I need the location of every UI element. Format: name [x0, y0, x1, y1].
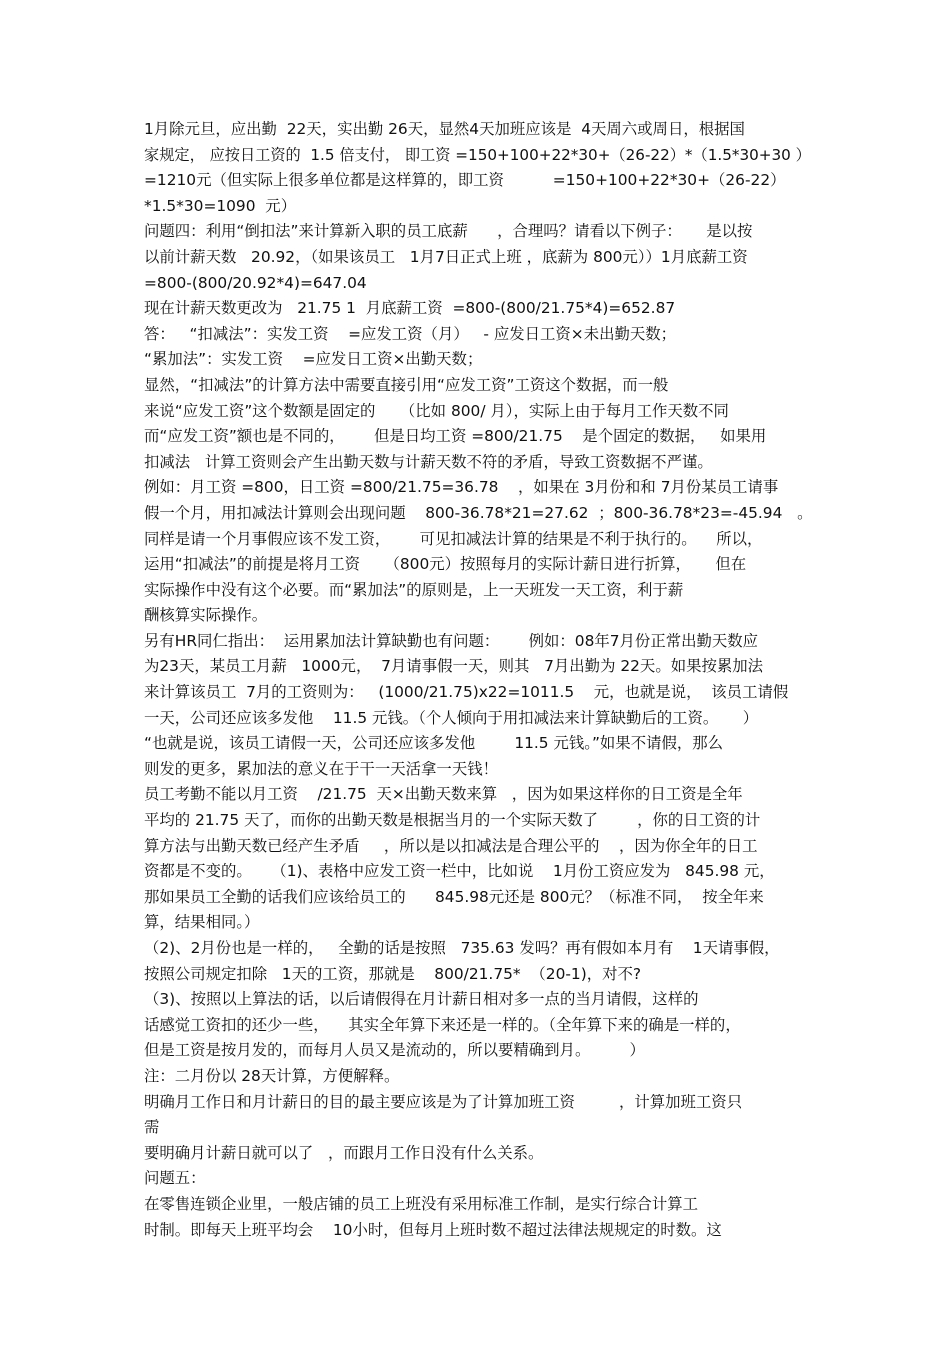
text-line: 一天，公司还应该多发他 11.5 元钱。（个人倾向于用扣减法来计算缺勤后的工资。 ） — [144, 708, 759, 727]
text-line: 平均的 21.75 天了，而你的出勤天数是根据当月的一个实际天数了 ，你的日工资的计 — [144, 811, 761, 830]
text-line: 以前计薪天数 20.92，（如果该员工 1月7日正式上班 ，底薪为 800元））1月底薪工资 — [144, 247, 748, 266]
text-line: 实际操作中没有这个必要。而“累加法”的原则是，上一天班发一天工资，利于薪 — [144, 580, 684, 599]
text-line: 员工考勤不能以月工资 /21.75 天×出勤天数来算 ，因为如果这样你的日工资是全年 — [144, 785, 743, 804]
text-line: 明确月工作日和月计薪日的目的最主要应该是为了计算加班工资 ，计算加班工资只 — [144, 1092, 743, 1111]
text-line: 在零售连锁企业里，一般店铺的员工上班没有采用标准工作制，是实行综合计算工 — [144, 1194, 699, 1213]
text-line: 注：二月份以 28天计算，方便解释。 — [144, 1066, 400, 1085]
text-line: 答： “扣减法”：实发工资 =应发工资（月） - 应发日工资×未出勤天数； — [144, 324, 677, 343]
text-line: “累加法”：实发工资 =应发日工资×出勤天数； — [144, 350, 483, 369]
text-line: 运用“扣减法”的前提是将月工资 （800元）按照每月的实际计薪日进行折算， 但在 — [144, 555, 747, 574]
text-line: =800-(800/20.92*4)=647.04 — [144, 273, 367, 292]
text-line: 话感觉工资扣的还少一些， 其实全年算下来还是一样的。（全年算下来的确是一样的， — [144, 1015, 741, 1034]
text-line: 要明确月计薪日就可以了 ，而跟月工作日没有什么关系。 — [144, 1143, 544, 1162]
text-line: 需 — [144, 1118, 160, 1137]
text-line: 假一个月，用扣减法计算则会出现问题 800-36.78*21=27.62 ；800-36.78*23=-45.94 。 — [144, 503, 813, 522]
text-line: 显然，“扣减法”的计算方法中需要直接引用“应发工资”工资这个数据，而一般 — [144, 375, 669, 394]
text-line: 现在计薪天数更改为 21.75 1 月底薪工资 =800-(800/21.75*4)=652.87 — [144, 299, 676, 318]
text-line: 而“应发工资”额也是不同的， 但是日均工资 =800/21.75 是个固定的数据， 如果用 — [144, 427, 767, 446]
text-line: 算方法与出勤天数已经产生矛盾 ，所以是以扣减法是合理公平的 ，因为你全年的日工 — [144, 836, 758, 855]
document-body — [144, 117, 816, 1243]
text-line: 资都是不变的。 （1)、表格中应发工资一栏中，比如说 1月份工资应发为 845.98 元， — [144, 862, 775, 881]
text-line: 酬核算实际操作。 — [144, 606, 268, 625]
text-line: 但是工资是按月发的，而每月人员又是流动的，所以要精确到月。 ） — [144, 1041, 645, 1060]
text-line: =1210元（但实际上很多单位都是这样算的，即工资 =150+100+22*30+（26-22） — [144, 171, 786, 190]
text-line: 家规定， 应按日工资的 1.5 倍支付， 即工资 =150+100+22*30+（26-22）*（1.5*30+30 ） — [144, 145, 811, 164]
text-line: 时制。即每天上班平均会 10小时，但每月上班时数不超过法律法规规定的时数。这 — [144, 1220, 722, 1239]
text-line: 那如果员工全勤的话我们应该给员工的 845.98元还是 800元？（标准不同， 按全年来 — [144, 887, 764, 906]
text-line: 问题四：利用“倒扣法”来计算新入职的员工底薪 ，合理吗？请看以下例子： 是以按 — [144, 222, 753, 241]
text-line: （3)、按照以上算法的话，以后请假得在月计薪日相对多一点的当月请假，这样的 — [144, 990, 699, 1009]
text-line: “也就是说，该员工请假一天，公司还应该多发他 11.5 元钱。”如果不请假，那么 — [144, 734, 724, 753]
text-line: （2)、2月份也是一样的， 全勤的话是按照 735.63 发吗？再有假如本月有 1天请事假， — [144, 939, 780, 957]
text-line: 算，结果相同。） — [144, 913, 260, 932]
text-line: 为23天，某员工月薪 1000元， 7月请事假一天，则其 7月出勤为 22天。如果按累加法 — [144, 657, 764, 676]
text-line: 按照公司规定扣除 1天的工资，那就是 800/21.75* （20-1)，对不? — [144, 964, 642, 983]
text-line: 来说“应发工资”这个数额是固定的 （比如 800/ 月），实际上由于每月工作天数不同 — [144, 401, 729, 420]
text-line: 例如：月工资 =800，日工资 =800/21.75=36.78 ，如果在 3月份和和 7月份某员工请事 — [144, 478, 779, 497]
text-line: 同样是请一个月事假应该不发工资， 可见扣减法计算的结果是不利于执行的。 所以， — [144, 529, 763, 548]
text-line: 则发的更多，累加法的意义在于干一天活拿一天钱！ — [144, 759, 498, 778]
text-line: 问题五： — [144, 1169, 206, 1188]
text-line: *1.5*30=1090 元） — [144, 196, 297, 215]
text-line: 另有HR同仁指出： 运用累加法计算缺勤也有问题： 例如：08年7月份正常出勤天数应 — [144, 631, 759, 650]
text-line: 扣减法 计算工资则会产生出勤天数与计薪天数不符的矛盾，导致工资数据不严谨。 — [144, 452, 713, 471]
text-line: 来计算该员工 7月的工资则为： (1000/21.75)x22=1011.5 元，也就是说， 该员工请假 — [144, 683, 789, 702]
text-line: 1月除元旦，应出勤 22天，实出勤 26天，显然4天加班应该是 4天周六或周日，根据国 — [144, 120, 745, 138]
